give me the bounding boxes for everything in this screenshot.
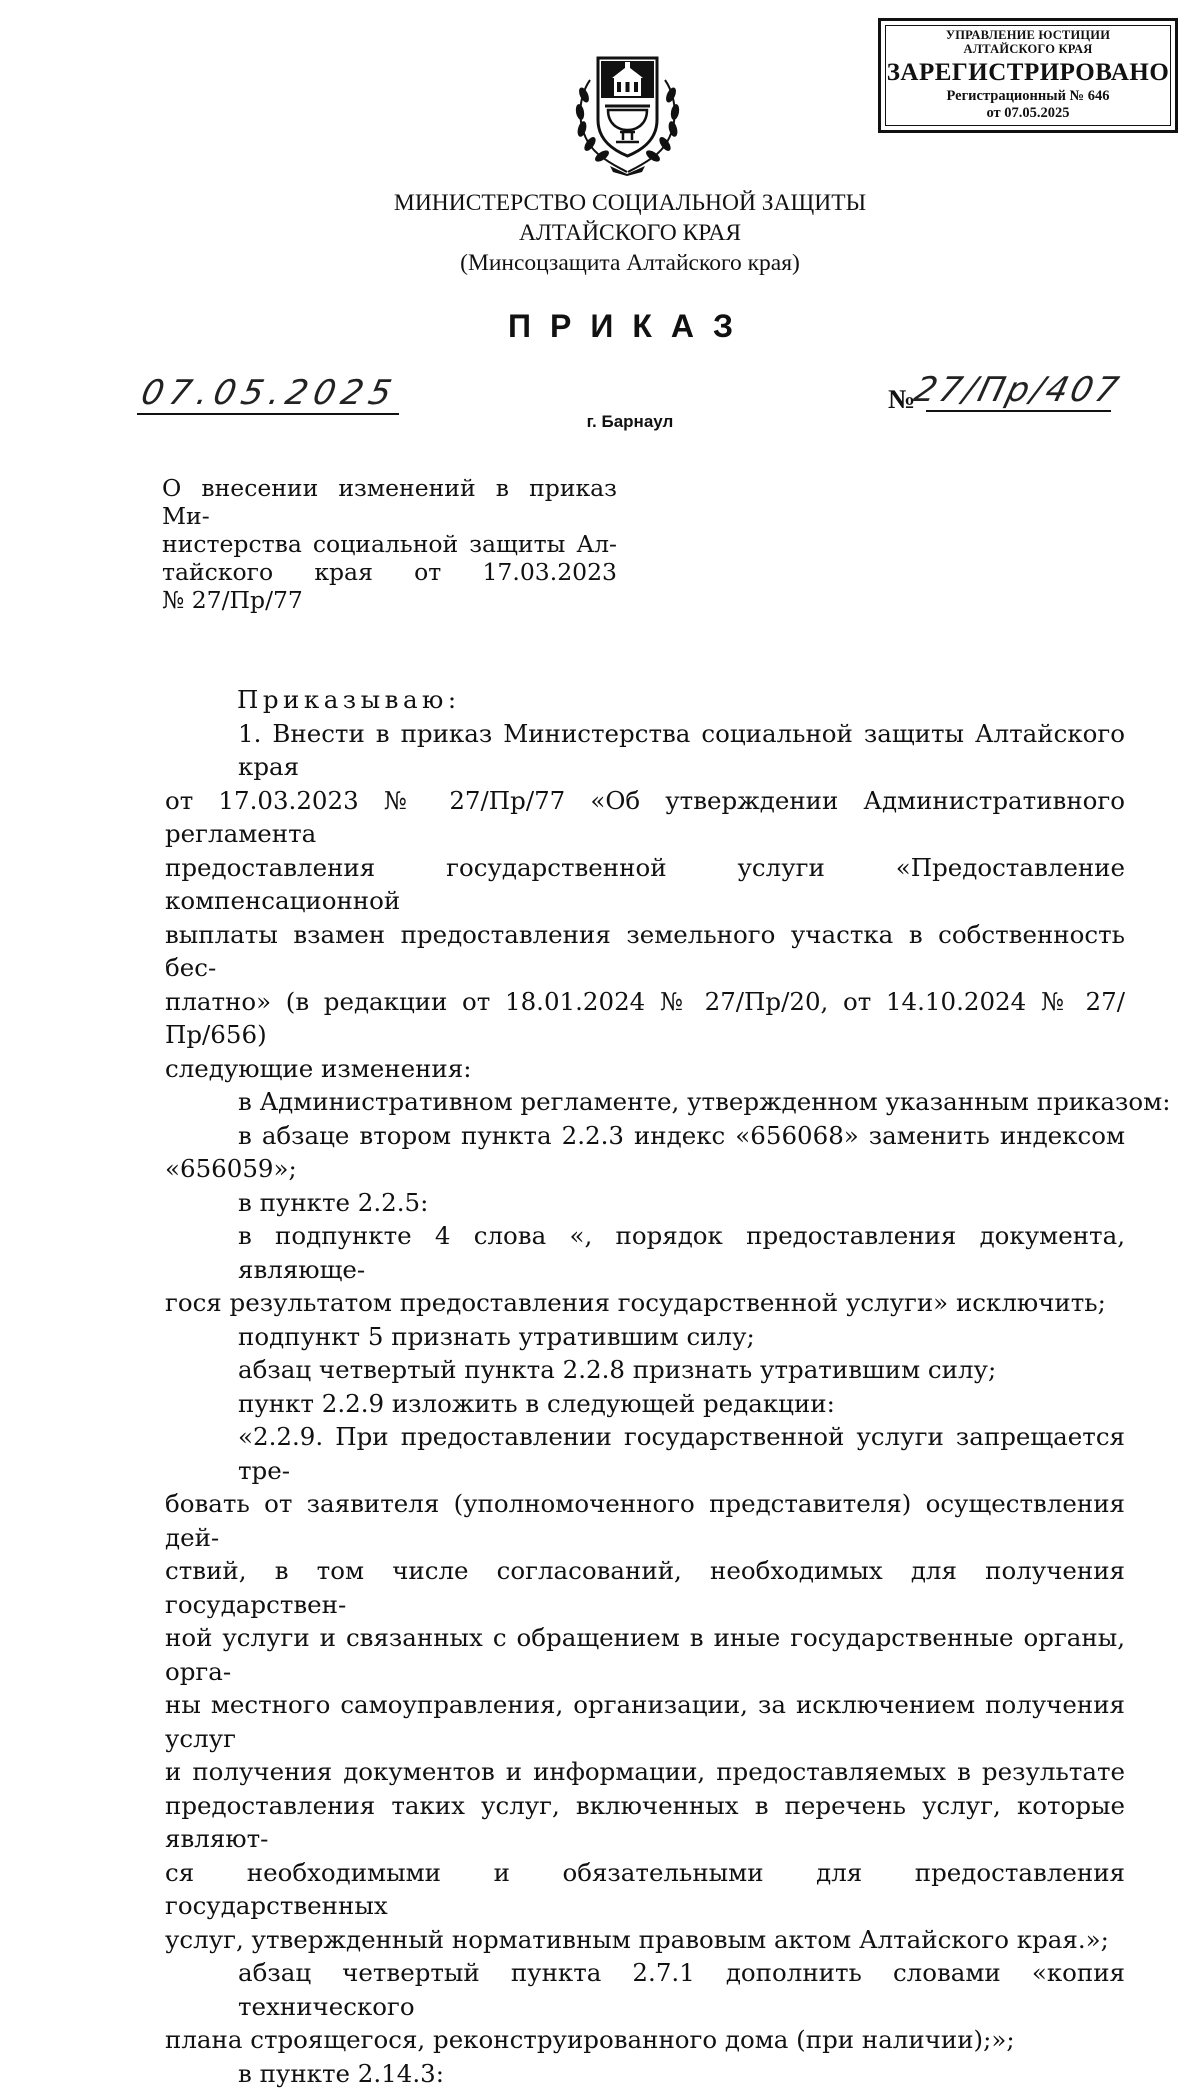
body-line: следующие изменения: bbox=[165, 1052, 1125, 1086]
number-sign: № bbox=[888, 384, 915, 414]
body-line: 1. Внести в приказ Министерства социальной защиты Алтайского края bbox=[165, 717, 1125, 784]
order-number-field bbox=[888, 370, 1188, 410]
body-line: абзац четвертый пункта 2.2.8 признать утратившим силу; bbox=[165, 1353, 1125, 1387]
stamp-authority-line1: УПРАВЛЕНИЕ ЮСТИЦИИ bbox=[886, 28, 1170, 42]
ministry-header bbox=[0, 188, 1200, 278]
subject-line: № 27/Пр/77 bbox=[162, 586, 617, 614]
stamp-inner-frame bbox=[885, 25, 1171, 126]
order-body bbox=[165, 683, 1125, 2090]
order-subject bbox=[162, 474, 617, 614]
body-line: услуг, утвержденный нормативным правовым актом Алтайского края.»; bbox=[165, 1923, 1125, 1957]
city-label: г. Барнаул bbox=[0, 412, 1200, 432]
order-date-handwritten: 07.05.2025 bbox=[138, 373, 401, 413]
body-line: «656059»; bbox=[165, 1152, 1125, 1186]
subject-line: О внесении изменений в приказ Ми- bbox=[162, 474, 617, 530]
body-line: от 17.03.2023 № 27/Пр/77 «Об утверждении Административного регламента bbox=[165, 784, 1125, 851]
body-line: в Административном регламенте, утвержденном указанным приказом: bbox=[165, 1085, 1125, 1119]
ministry-short-name: (Минсоцзащита Алтайского края) bbox=[0, 248, 1200, 278]
body-line: плана строящегося, реконструированного дома (при наличии);»; bbox=[165, 2023, 1125, 2057]
subject-line: нистерства социальной защиты Ал- bbox=[162, 530, 617, 558]
body-line: и получения документов и информации, предоставляемых в результате bbox=[165, 1755, 1125, 1789]
body-line: ной услуги и связанных с обращением в иные государственные органы, орга- bbox=[165, 1621, 1125, 1688]
stamp-status: ЗАРЕГИСТРИРОВАНО bbox=[886, 58, 1170, 88]
order-word: Приказываю: bbox=[165, 683, 1125, 717]
stamp-reg-number: Регистрационный № 646 bbox=[886, 88, 1170, 105]
body-line: в подпункте 4 слова «, порядок предоставления документа, являюще- bbox=[165, 1219, 1125, 1286]
body-line: абзац четвертый пункта 2.7.1 дополнить словами «копия технического bbox=[165, 1956, 1125, 2023]
coat-of-arms-icon bbox=[570, 50, 685, 176]
order-date-field bbox=[142, 373, 402, 413]
body-line: бовать от заявителя (уполномоченного представителя) осуществления дей- bbox=[165, 1487, 1125, 1554]
body-line: ся необходимыми и обязательными для предоставления государственных bbox=[165, 1856, 1125, 1923]
body-line: в абзаце втором пункта 2.2.3 индекс «656068» заменить индексом bbox=[165, 1119, 1125, 1153]
subject-line: тайского края от 17.03.2023 bbox=[162, 558, 617, 586]
ministry-name-line1: МИНИСТЕРСТВО СОЦИАЛЬНОЙ ЗАЩИТЫ bbox=[0, 188, 1200, 218]
ministry-name-line2: АЛТАЙСКОГО КРАЯ bbox=[0, 218, 1200, 248]
stamp-authority-line2: АЛТАЙСКОГО КРАЯ bbox=[886, 42, 1170, 56]
body-line: «2.2.9. При предоставлении государственной услуги запрещается тре- bbox=[165, 1420, 1125, 1487]
body-line: в пункте 2.2.5: bbox=[165, 1186, 1125, 1220]
body-line: гося результатом предоставления государственной услуги» исключить; bbox=[165, 1286, 1125, 1320]
stamp-reg-date: от 07.05.2025 bbox=[886, 105, 1170, 122]
body-line: предоставления государственной услуги «Предоставление компенсационной bbox=[165, 851, 1125, 918]
registration-stamp bbox=[878, 18, 1178, 133]
body-line: выплаты взамен предоставления земельного участка в собственность бес- bbox=[165, 918, 1125, 985]
body-line: предоставления таких услуг, включенных в перечень услуг, которые являют- bbox=[165, 1789, 1125, 1856]
order-number-handwritten: 27/Пр/407 bbox=[910, 370, 1125, 410]
body-line: ствий, в том числе согласований, необходимых для получения государствен- bbox=[165, 1554, 1125, 1621]
document-type-title: ПРИКАЗ bbox=[0, 308, 1200, 345]
body-line: платно» (в редакции от 18.01.2024 № 27/Пр/20, от 14.10.2024 № 27/Пр/656) bbox=[165, 985, 1125, 1052]
body-line: подпункт 5 признать утратившим силу; bbox=[165, 1320, 1125, 1354]
body-line: в пункте 2.14.3: bbox=[165, 2057, 1125, 2090]
body-line: ны местного самоуправления, организации, за исключением получения услуг bbox=[165, 1688, 1125, 1755]
body-line: пункт 2.2.9 изложить в следующей редакции: bbox=[165, 1387, 1125, 1421]
